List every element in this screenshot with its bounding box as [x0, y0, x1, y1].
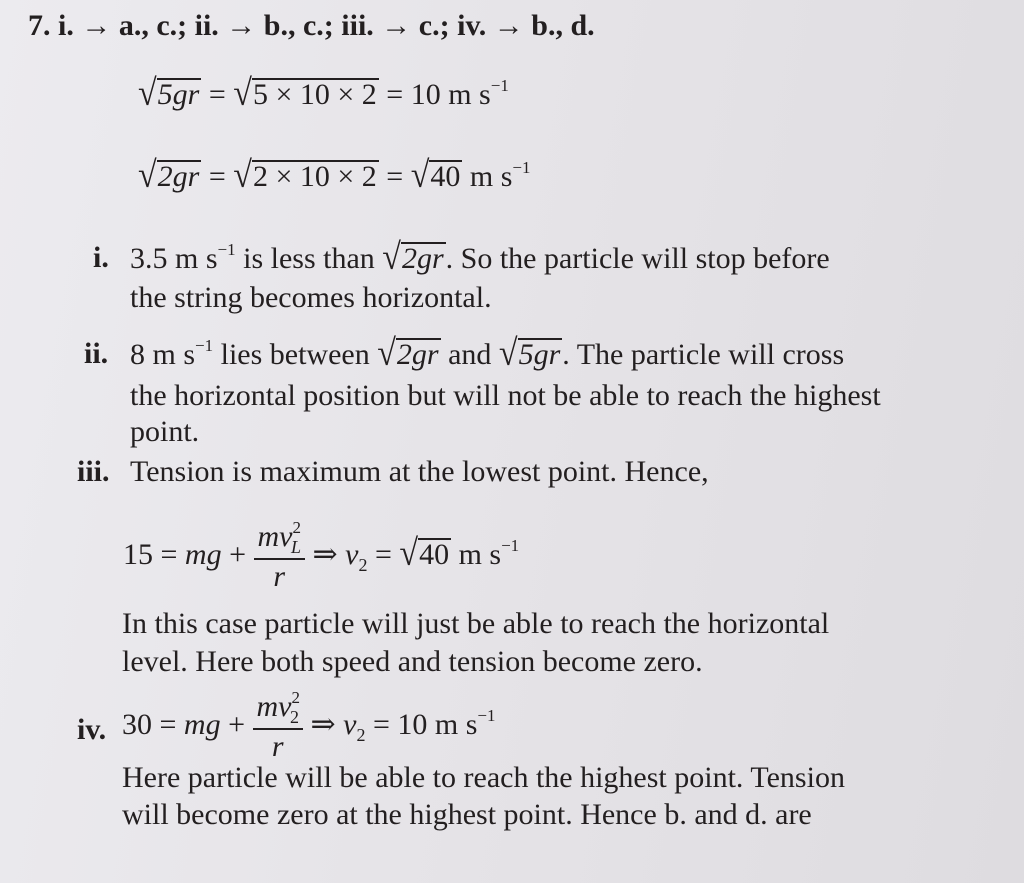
sqrt-5x10x2: √5 × 10 × 2 — [233, 73, 377, 114]
item-iii-para2: level. Here both speed and tension become zero. — [122, 645, 703, 678]
item-ii-line1: 8 m $s^{-1}$ lies between √2gr and √5gr. The particle will cross — [130, 333, 845, 374]
equation-sqrt-2gr: √2gr = √2 × 10 × 2 = √40 m $s^{-1}$ — [138, 155, 531, 196]
sqrt-2x10x2: √2 × 10 × 2 — [233, 155, 377, 196]
sqrt-40: √40 — [410, 155, 461, 196]
fraction-mv2-over-r: $\frac{mv^2_2}{r}$ — [253, 690, 303, 764]
sqrt-40-iii: √40 — [399, 532, 450, 574]
item-iv-equation: 30 = mg + $\frac{mv^2_2}{r}$ ⇒ $v_2 = 10$ m $s^{-1}$ — [122, 688, 496, 763]
sqrt-2gr-inline: √2gr — [382, 237, 444, 278]
item-iv-para2: will become zero at the highest point. Hence b. and d. are — [122, 798, 812, 831]
answer-key: i. → a., c.; ii. → b., c.; iii. → c.; iv. → b., d. — [58, 9, 595, 42]
item-iii-para1: In this case particle will just be able to reach the horizontal — [122, 607, 830, 640]
answer-header — [28, 8, 595, 44]
equation-sqrt-5gr: √5gr = √5 × 10 × 2 = 10 m $s^{-1}$ — [138, 73, 509, 114]
item-ii-line3: point. — [130, 415, 200, 448]
item-iii-label: iii. — [77, 455, 110, 488]
item-i-line2: the string becomes horizontal. — [130, 281, 492, 314]
item-iv-label: iv. — [77, 713, 107, 746]
item-iii-equation: 15 = mg + $\frac{mv^2_L}{r}$ ⇒ $v_2 = √40$ m $s^{-1}$ — [123, 518, 520, 593]
item-i-label: i. — [93, 241, 109, 274]
question-number: 7. — [28, 9, 51, 42]
item-ii-line2: the horizontal position but will not be able to reach the highest — [130, 379, 881, 412]
sqrt-2gr-inline-ii: √2gr — [377, 333, 439, 374]
item-ii-label: ii. — [84, 337, 109, 370]
item-iii-line1: Tension is maximum at the lowest point. Hence, — [130, 455, 709, 488]
sqrt-2gr: √2gr — [138, 155, 200, 196]
sqrt-5gr: √5gr — [138, 73, 200, 114]
item-i-line1: 3.5 m $s^{-1}$ is less than √2gr. So the particle will stop before — [130, 237, 830, 278]
fraction-mvL2-over-r: $\frac{mv^2_L}{r}$ — [254, 520, 306, 594]
item-iv-para1: Here particle will be able to reach the highest point. Tension — [122, 761, 845, 794]
sqrt-5gr-inline-ii: √5gr — [498, 333, 561, 374]
